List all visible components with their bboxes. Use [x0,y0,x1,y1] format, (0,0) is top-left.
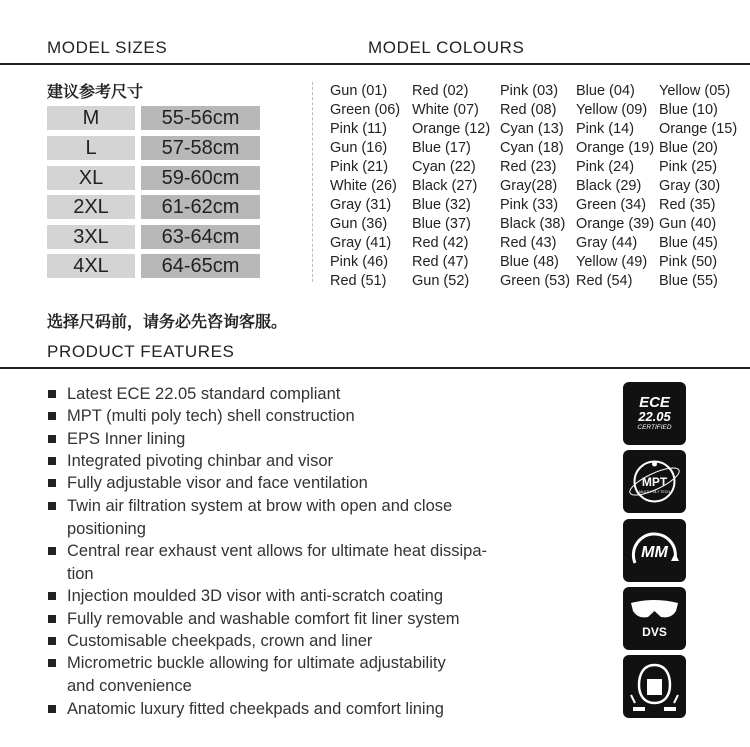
colour-option: Gun (01) [330,83,388,99]
colour-option: Orange (39) [576,216,655,232]
colour-option: Pink (24) [576,159,635,175]
colour-option: Black (27) [412,178,478,194]
colour-option: Blue (45) [659,235,718,251]
bullet-icon [48,637,56,645]
colour-option: Orange (15) [659,121,738,137]
size-row [47,195,260,219]
colour-option: Gun (36) [330,216,388,232]
colour-option: Blue (20) [659,140,718,156]
feature-line: Fully removable and washable comfort fit liner system [67,610,460,628]
size-label: 3XL [47,225,135,249]
bullet-icon [48,615,56,623]
bullet-icon [48,659,56,667]
feature-line: Injection moulded 3D visor with anti-scratch coating [67,587,444,605]
bullet-icon [48,457,56,465]
colour-option: White (07) [412,102,479,118]
feature-line: Twin air filtration system at brow with open and close [67,497,453,515]
dvs-text: DVS [642,625,667,639]
colour-option: Gun (40) [659,216,717,232]
colour-option: Red (02) [412,83,469,99]
product-features-heading: PRODUCT FEATURES [47,342,235,361]
feature-line: Fully adjustable visor and face ventilation [67,474,368,492]
size-range: 57-58cm [141,136,260,160]
colour-option: Yellow (09) [576,102,648,118]
colour-option: Gray(28) [500,178,558,194]
bullet-icon [48,502,56,510]
colour-option: Gun (52) [412,273,470,289]
size-row [47,225,260,249]
colour-option: Black (29) [576,178,642,194]
colour-option: Cyan (13) [500,121,564,137]
colour-option: Pink (21) [330,159,389,175]
feature-line: Micrometric buckle allowing for ultimate adjustability [67,654,446,672]
colour-option: Red (23) [500,159,557,175]
feature-text [67,383,537,406]
colour-option: Blue (48) [500,254,559,270]
bullet-icon [48,412,56,420]
section-divider [312,82,313,282]
colour-option: Green (53) [500,273,571,289]
ece-badge [623,382,686,445]
feature-text [67,495,537,540]
ece-version-text: 22.05 [638,409,671,424]
feature-text [67,428,537,451]
colour-option: White (26) [330,178,397,194]
mpt-text: MPT [641,475,668,489]
colour-option: Red (08) [500,102,557,118]
feature-line: Anatomic luxury fitted cheekpads and comfort lining [67,700,444,718]
colour-option: Black (38) [500,216,566,232]
mpt-icon [623,450,686,513]
colour-option: Red (51) [330,273,387,289]
size-note: 选择尺码前，请务必先咨询客服。 [47,312,288,331]
feature-text [67,540,537,585]
colour-option: Gray (31) [330,197,392,213]
colour-option: Blue (55) [659,273,718,289]
colour-option: Pink (33) [500,197,559,213]
colour-option: Yellow (05) [659,83,731,99]
feature-line: MPT (multi poly tech) shell construction [67,407,355,425]
bullet-icon [48,592,56,600]
colour-option: Pink (14) [576,121,635,137]
colour-option: Red (35) [659,197,716,213]
mm-text: MM [641,544,668,561]
colour-option: Green (06) [330,102,401,118]
feature-line: Central rear exhaust vent allows for ultimate heat dissipa- [67,542,488,560]
feature-text [67,652,537,697]
colour-option: Red (43) [500,235,557,251]
size-range: 61-62cm [141,195,260,219]
size-range: 63-64cm [141,225,260,249]
colour-option: Green (34) [576,197,647,213]
size-range: 59-60cm [141,166,260,190]
size-reference-title: 建议参考尺寸 [47,82,144,101]
feature-line: positioning [67,519,146,538]
feature-text [67,405,537,428]
feature-text [67,698,537,721]
bullet-icon [48,435,56,443]
bullet-icon [48,705,56,713]
removable-liner-icon [623,655,686,718]
size-label: 4XL [47,254,135,278]
bullet-icon [48,390,56,398]
colour-option: Cyan (22) [412,159,476,175]
colour-option: Orange (12) [412,121,491,137]
size-range: 64-65cm [141,254,260,278]
model-sizes-heading: MODEL SIZES [47,38,168,57]
feature-text [67,630,537,653]
colour-option: Red (47) [412,254,469,270]
top-divider [0,63,750,65]
ece-text: ECE [639,394,670,411]
colour-option: Yellow (49) [576,254,648,270]
colour-option: Pink (50) [659,254,718,270]
features-divider [0,367,750,369]
feature-line: EPS Inner lining [67,430,186,448]
model-colours-heading: MODEL COLOURS [368,38,525,57]
colour-option: Blue (17) [412,140,471,156]
colour-option: Gray (41) [330,235,392,251]
micrometric-buckle-icon [623,519,686,582]
ece-certified-icon [623,382,686,445]
size-row [47,136,260,160]
feature-text [67,585,537,608]
size-label: L [47,136,135,160]
colour-option: Blue (32) [412,197,471,213]
colour-option: Gray (30) [659,178,721,194]
ece-certified-text: CERTIFIED [637,424,672,431]
feature-line: Customisable cheekpads, crown and liner [67,632,373,650]
colour-option: Blue (10) [659,102,718,118]
colour-option: Orange (19) [576,140,655,156]
size-range: 55-56cm [141,106,260,130]
size-row [47,106,260,130]
mm-badge [623,519,686,582]
mpt-subtext: MULTI POLY TECH [639,490,670,494]
feature-line: Integrated pivoting chinbar and visor [67,452,333,470]
feature-text [67,608,537,631]
bullet-icon [48,479,56,487]
mpt-badge [623,450,686,513]
dvs-visor-icon [623,587,686,650]
size-label: M [47,106,135,130]
colour-option: Gray (44) [576,235,638,251]
size-label: XL [47,166,135,190]
liner-badge [623,655,686,718]
dvs-badge [623,587,686,650]
size-label: 2XL [47,195,135,219]
size-row [47,254,260,278]
size-row [47,166,260,190]
bullet-icon [48,547,56,555]
colour-option: Pink (11) [330,121,387,137]
feature-line: Latest ECE 22.05 standard compliant [67,385,341,403]
colour-option: Blue (04) [576,83,635,99]
colour-option: Pink (25) [659,159,718,175]
feature-line: and convenience [67,676,192,695]
feature-line: tion [67,564,94,583]
colour-option: Cyan (18) [500,140,564,156]
colour-option: Pink (03) [500,83,559,99]
colour-option: Red (42) [412,235,469,251]
colour-option: Red (54) [576,273,633,289]
colour-option: Blue (37) [412,216,471,232]
feature-text [67,472,537,495]
feature-text [67,450,537,473]
colour-option: Gun (16) [330,140,388,156]
colour-option: Pink (46) [330,254,389,270]
